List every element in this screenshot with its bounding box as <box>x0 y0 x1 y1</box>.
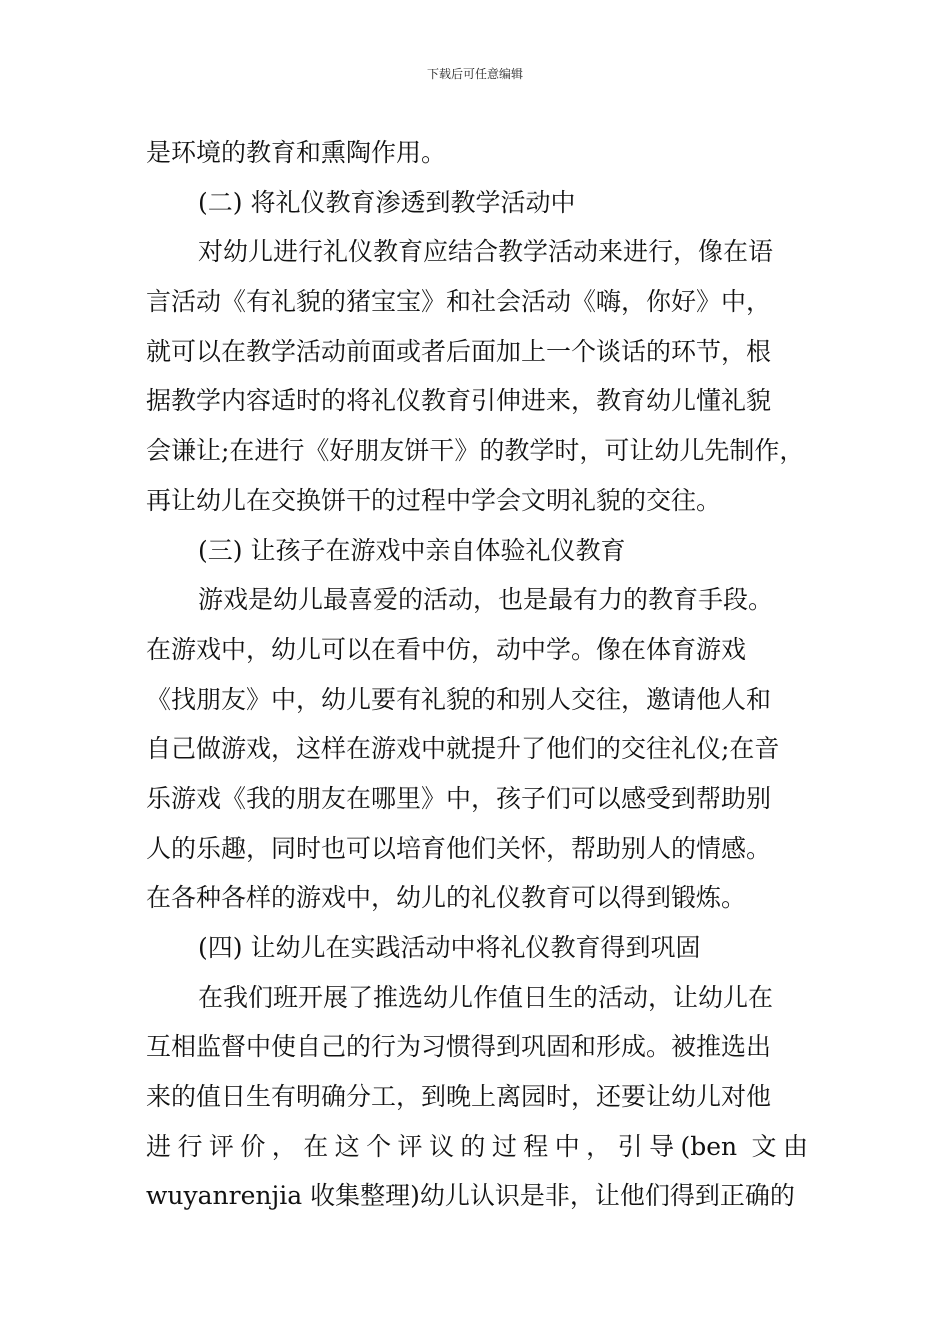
section-heading-3: (三) 让孩子在游戏中亲自体验礼仪教育 <box>198 535 626 565</box>
section-heading-2: (二) 将礼仪教育渗透到教学活动中 <box>198 187 576 217</box>
paragraph-line: 进行评价，在这个评议的过程中，引导(ben 文由 <box>146 1131 808 1161</box>
paragraph-line: 《找朋友》中，幼儿要有礼貌的和别人交往，邀请他人和 <box>146 684 772 714</box>
page-header: 下载后可任意编辑 <box>426 67 523 81</box>
paragraph-line: 言活动《有礼貌的猪宝宝》和社会活动《嗨，你好》中， <box>146 287 772 317</box>
paragraph-line: 乐游戏《我的朋友在哪里》中，孩子们可以感受到帮助别 <box>146 783 772 813</box>
section-heading-4: (四) 让幼儿在实践活动中将礼仪教育得到巩固 <box>198 933 701 962</box>
paragraph-line: 互相监督中使自己的行为习惯得到巩固和形成。被推选出 <box>146 1032 772 1062</box>
paragraph-line: 在我们班开展了推选幼儿作值日生的活动，让幼儿在 <box>198 982 774 1012</box>
paragraph-line: 据教学内容适时的将礼仪教育引伸进来，教育幼儿懂礼貌 <box>146 386 772 416</box>
paragraph-line: 在游戏中，幼儿可以在看中仿，动中学。像在体育游戏 <box>146 634 747 664</box>
paragraph-line: 人的乐趣，同时也可以培育他们关怀，帮助别人的情感。 <box>146 833 772 863</box>
paragraph-line: 对幼儿进行礼仪教育应结合教学活动来进行，像在语 <box>198 237 774 267</box>
paragraph-line: 就可以在教学活动前面或者后面加上一个谈话的环节，根 <box>146 336 772 366</box>
paragraph-line: 会谦让;在进行《好朋友饼干》的教学时，可让幼儿先制作， <box>146 436 805 466</box>
document-body <box>146 128 808 1221</box>
paragraph-line: wuyanrenjia 收集整理)幼儿认识是非，让他们得到正确的 <box>146 1181 795 1211</box>
paragraph-line: 在各种各样的游戏中，幼儿的礼仪教育可以得到锻炼。 <box>146 883 747 913</box>
paragraph-line: 再让幼儿在交换饼干的过程中学会文明礼貌的交往。 <box>146 485 722 515</box>
paragraph-line: 来的值日生有明确分工，到晚上离园时，还要让幼儿对他 <box>146 1082 772 1112</box>
paragraph-line: 自己做游戏，这样在游戏中就提升了他们的交往礼仪;在音 <box>146 734 780 764</box>
paragraph-line: 是环境的教育和熏陶作用。 <box>146 138 447 167</box>
paragraph-line: 游戏是幼儿最喜爱的活动，也是最有力的教育手段。 <box>198 585 774 615</box>
